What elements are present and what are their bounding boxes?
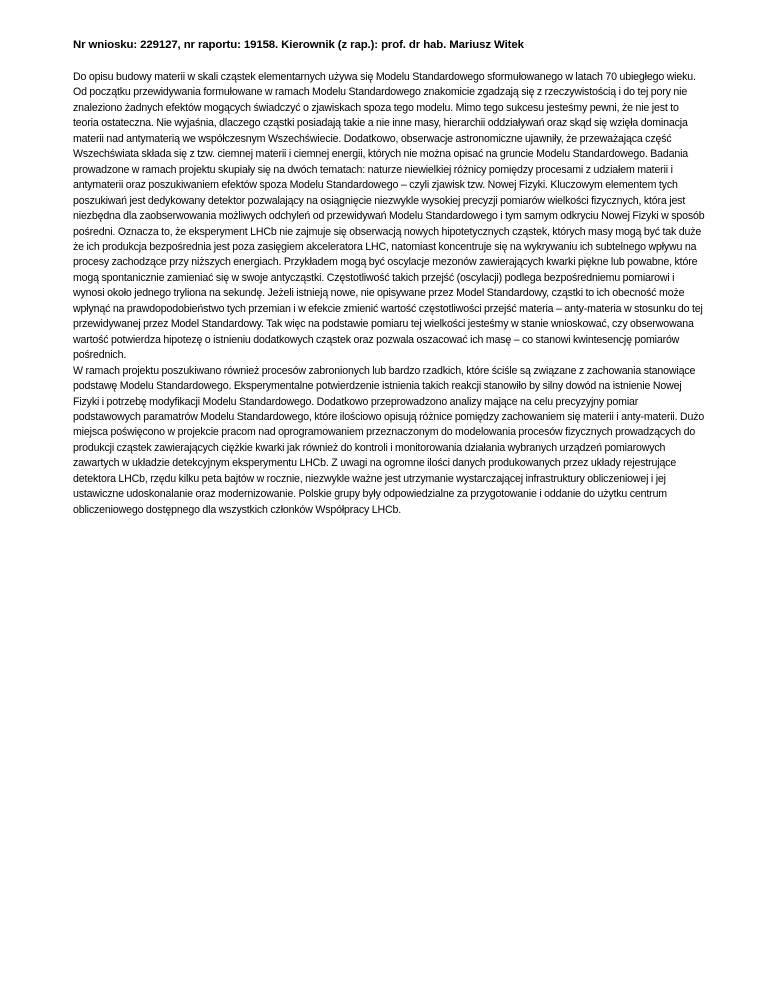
report-header: Nr wniosku: 229127, nr raportu: 19158. Kierownik (z rap.): prof. dr hab. Mariusz Witek: [73, 39, 524, 51]
body-paragraph: Do opisu budowy materii w skali cząstek elementarnych używa się Modelu Standardowego sformułowanego w latach 70 ubiegłego wieku. Od początku przewidywania formułowane w ramach Modelu Standardowego znakomicie zgadzają się z rzeczywistością i do tej pory nie znaleziono żadnych efektów mogących świadczyć o zjawiskach spoza tego modelu. Mimo tego sukcesu jesteśmy pewni, że nie jest to teoria ostateczna. Nie wyjaśnia, dlaczego cząstki posiadają takie a nie inne masy, hierarchii oddziaływań oraz skąd się wzięła dominacja materii nad antymaterią we współczesnym Wszechświecie. Dodatkowo, obserwacje astronomiczne ujawniły, że przeważająca część Wszechświata składa się z tzw. ciemnej materii i ciemnej energii, których nie można opisać na gruncie Modelu Standardowego. Badania prowadzone w ramach projektu skupiały się na dwóch tematach: naturze niewielkiej różnicy pomiędzy procesami z udziałem materii i antymaterii oraz poszukiwaniem efektów spoza Modelu Standardowego – czyli zjawisk tzw. Nowej Fizyki. Kluczowym elementem tych poszukiwań jest dedykowany detektor pozwalający na osiągnięcie niezwykle wysokiej precyzji pomiarów wielkości fizycznych, która jest niezbędna dla zaobserwowania możliwych odchyleń od przewidywań Modelu Standardowego i tym samym odkryciu Nowej Fizyki w sposób pośredni. Oznacza to, że eksperyment LHCb nie zajmuje się obserwacją nowych hipotetycznych cząstek, których masy mogą być tak duże że ich produkcja bezpośrednia jest poza zasięgiem akceleratora LHC, natomiast koncentruje się na wykrywaniu ich subtelnego wpływu na procesy zachodzące przy niższych energiach. Przykładem mogą być oscylacje mezonów zawierających kwarki piękne lub powabne, które mogą spontanicznie zamieniać się w swoje antycząstki. Częstotliwość takich przejść (oscylacji) podlega bezpośredniemu pomiarowi i wynosi około jednego tryliona na sekundę. Jeżeli istnieją nowe, nie opisywane przez Model Standardowy, cząstki to ich obecność może wpłynąć na prawdopodobieństwo tych przemian i w efekcie zmienić wartość częstotliwości przejść materia – anty-materia w stosunku do tej przewidywanej przez Model Standardowy. Tak więc na podstawie pomiaru tej wielkości jesteśmy w stanie wnioskować, czy obserwowana wartość potwierdza hipotezę o istnieniu dodatkowych cząstek oraz pozwala oszacować ich masę – co stanowi kwintesencję pomiarów pośrednich.: [73, 71, 705, 362]
body-paragraph: W ramach projektu poszukiwano również procesów zabronionych lub bardzo rzadkich, które ściśle są związane z zachowania stanowiące podstawę Modelu Standardowego. Eksperymentalne potwierdzenie istnienia takich reakcji stanowiło by silny dowód na istnienie Nowej Fizyki i potrzebę modyfikacji Modelu Standardowego. Dodatkowo przeprowadzono analizy mające na celu precyzyjny pomiar podstawowych paramatrów Modelu Standardowego, które ilościowo opisują różnice pomiędzy zachowaniem się materii i anty-materii. Dużo miejsca poświęcono w projekcie pracom nad oprogramowaniem przeznaczonym do modelowania procesów fizycznych prowadzących do produkcji cząstek zawierających ciężkie kwarki jak również do kontroli i monitorowania działania wybranych urządzeń pomiarowych zawartych w układzie detekcyjnym eksperymentu LHCb. Z uwagi na ogromne ilości danych produkowanych przez układy rejestrujące detektora LHCb, rzędu kilku peta bajtów w rocznie, niezwykle ważne jest utrzymanie wystarczającej infrastruktury obliczeniowej i jej ustawiczne udoskonalanie oraz modernizowanie. Polskie grupy były odpowiedzialne za przygotowanie i oddanie do użytku centrum obliczeniowego dostępnego dla wszystkich członków Współpracy LHCb.: [73, 364, 705, 516]
report-body: [73, 70, 705, 518]
document-page: [73, 38, 705, 518]
